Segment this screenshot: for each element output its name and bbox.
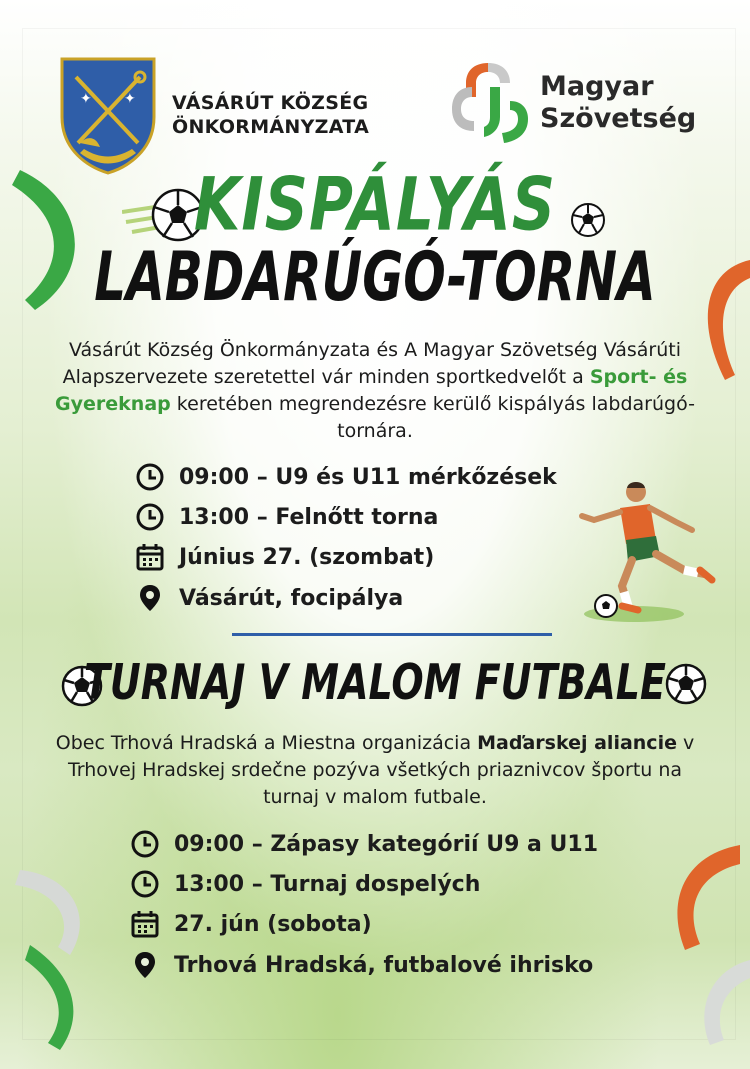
slovak-title: TURNAJ V MALOM FUTBALE bbox=[84, 653, 666, 711]
hungarian-invitation-text bbox=[40, 337, 710, 445]
slovak-schedule-item bbox=[130, 869, 480, 899]
slovak-schedule-item bbox=[130, 829, 598, 859]
svg-text:✦: ✦ bbox=[80, 91, 92, 107]
municipality-name-line1: VÁSÁRÚT KÖZSÉG bbox=[172, 92, 369, 114]
hungarian-schedule-item bbox=[135, 462, 557, 492]
slovak-intro-bold: Maďarskej aliancie bbox=[477, 732, 677, 754]
orange-swoosh-right-bottom bbox=[640, 840, 750, 1050]
slovak-intro-text-1: Obec Trhová Hradská a Miestna organizácia bbox=[55, 732, 478, 754]
municipality-name-line2: ÖNKORMÁNYZATA bbox=[172, 116, 370, 138]
clock-icon bbox=[130, 869, 160, 899]
slovak-schedule-item bbox=[130, 909, 372, 939]
grey-green-swoosh-left-bottom bbox=[0, 855, 110, 1055]
clock-icon bbox=[135, 502, 165, 532]
schedule-text: 13:00 – Felnőtt torna bbox=[179, 504, 439, 530]
clock-icon bbox=[130, 829, 160, 859]
calendar-icon bbox=[130, 909, 160, 939]
location-pin-icon bbox=[135, 583, 165, 613]
section-divider bbox=[232, 633, 552, 636]
soccer-player-illustration bbox=[572, 474, 722, 626]
slovak-schedule-item bbox=[130, 950, 593, 980]
location-pin-icon bbox=[130, 950, 160, 980]
organization-header bbox=[444, 57, 696, 149]
magyar-szovetseg-logo bbox=[444, 57, 532, 149]
hungarian-schedule-item bbox=[135, 583, 403, 613]
schedule-text: 09:00 – U9 és U11 mérkőzések bbox=[179, 464, 557, 490]
hungarian-intro-text-1: Vásárút Község Önkormányzata és A Magyar Szövetség Vásárúti Alapszervezete szeretettel vár minden sportkedvelőt a bbox=[62, 339, 681, 388]
hungarian-title-line1: KISPÁLYÁS bbox=[193, 162, 557, 248]
schedule-text: Vásárút, focipálya bbox=[179, 585, 404, 611]
hungarian-schedule-item bbox=[135, 502, 438, 532]
hungarian-schedule-item bbox=[135, 542, 434, 572]
municipality-header bbox=[58, 55, 369, 175]
clock-icon bbox=[135, 462, 165, 492]
municipality-name bbox=[172, 91, 369, 139]
organization-name-line1: Magyar bbox=[540, 71, 654, 102]
municipality-crest-logo bbox=[58, 55, 158, 175]
hungarian-intro-text-2: keretében megrendezésre kerülő kispályás labdarúgó-tornára. bbox=[170, 393, 695, 442]
organization-name-line2: Szövetség bbox=[540, 103, 697, 134]
slovak-intro-text-2: v Trhovej Hradskej srdečne pozýva všetkých priaznivcov športu na turnaj v malom futbale. bbox=[67, 732, 695, 808]
svg-text:✦: ✦ bbox=[124, 91, 136, 107]
schedule-text: 09:00 – Zápasy kategórií U9 a U11 bbox=[174, 831, 599, 857]
schedule-text: 13:00 – Turnaj dospelých bbox=[174, 871, 481, 897]
schedule-text: 27. jún (sobota) bbox=[174, 911, 372, 937]
schedule-text: Trhová Hradská, futbalové ihrisko bbox=[174, 952, 594, 978]
organization-name bbox=[540, 71, 696, 135]
slovak-invitation-text bbox=[48, 730, 702, 811]
calendar-icon bbox=[135, 542, 165, 572]
hungarian-intro-highlight: Sport- és Gyereknap bbox=[55, 366, 688, 415]
schedule-text: Június 27. (szombat) bbox=[179, 544, 435, 570]
hungarian-title-line2: LABDARÚGÓ-TORNA bbox=[94, 237, 656, 317]
